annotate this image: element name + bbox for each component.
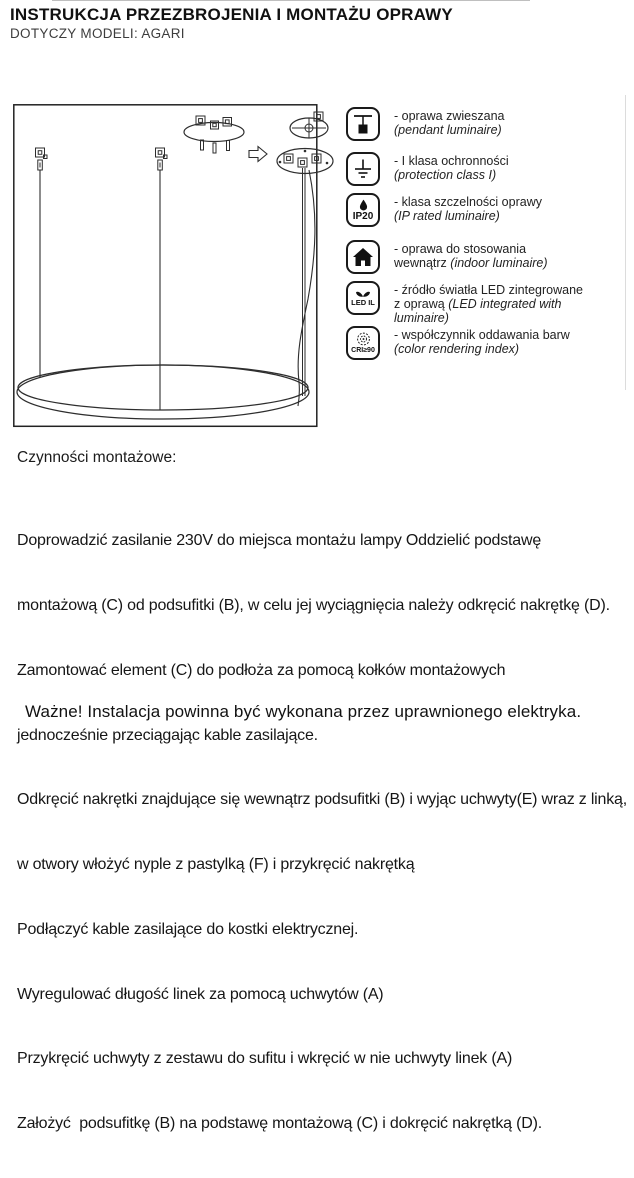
legend-label-pl: - klasa szczelności oprawy [394,195,542,209]
page-subtitle: DOTYCZY MODELI: AGARI [10,26,185,41]
led-integrated-icon [346,281,380,315]
legend-label-pl: - źródło światła LED zintegrowane [394,283,583,297]
instructions-paragraph [17,487,627,1178]
indoor-luminaire-icon [346,240,380,274]
pendant-luminaire-icon [346,107,380,141]
legend-label-pl: - współczynnik oddawania barw [394,328,570,342]
legend-item-pendant [346,107,626,141]
mounting-base-plate [290,112,328,138]
power-cord [298,170,315,406]
legend-item-ip-rating [346,193,626,227]
ring-luminaire [17,365,309,419]
legend-label-en: (color rendering index) [394,342,520,356]
instruction-line: w otwory włożyć nyple z pastylką (F) i przykręcić nakrętką [17,856,415,874]
led-badge: LED IL [351,298,375,308]
suspension-hanger-middle [156,148,168,170]
instruction-line: jednocześnie przeciągając kable zasilające. [17,726,318,744]
arrow-right [249,147,267,162]
legend-item-indoor [346,240,626,274]
legend-label-en: (pendant luminaire) [394,123,502,137]
cri-icon [346,326,380,360]
cri-badge: CRI≥90 [351,347,375,354]
instruction-line: Podłączyć kable zasilające do kostki elektrycznej. [17,920,359,938]
legend-label-pl: - oprawa zwieszana [394,109,505,123]
legend-label-mixed: z oprawą (LED integrated with [394,297,562,311]
instruction-line: Zamontować element (C) do podłoża za pomocą kołków montażowych [17,661,506,679]
instruction-line: Przykręcić uchwyty z zestawu do sufitu i wkręcić w nie uchwyty linek (A) [17,1050,513,1068]
legend-item-protection-class [346,152,626,186]
legend-item-cri [346,326,626,360]
legend-item-led [346,281,626,325]
suspension-hanger-left [36,148,48,170]
instruction-line: Doprowadzić zasilanie 230V do miejsca montażu lampy Oddzielić podstawę [17,532,542,550]
legend-label-pl: - oprawa do stosowania [394,242,527,256]
instruction-line: Wyregulować długość linek za pomocą uchwytów (A) [17,985,384,1003]
instruction-line: Odkręcić nakrętki znajdujące się wewnątrz podsufitki (B) i wyjąc uchwyty(E) wraz z linką, [17,791,627,809]
suspension-cable-right [303,168,306,396]
ip-rating-badge: IP20 [352,210,374,222]
diagram-frame [14,105,317,427]
legend-label-mixed: wewnątrz (indoor luminaire) [394,256,548,270]
legend-label-en: (protection class I) [394,168,497,182]
page-title: INSTRUKCJA PRZEZBROJENIA I MONTAŻU OPRAWY [10,5,453,24]
scan-artifact-top [52,0,530,1]
ceiling-cup-detached [184,116,244,153]
section-title: Czynności montażowe: [17,449,177,466]
legend-label-en: (IP rated luminaire) [394,209,500,223]
protection-class-1-icon [346,152,380,186]
ip-rating-icon [346,193,380,227]
instruction-line: Założyć podsufitkę (B) na podstawę montażową (C) i dokręcić nakrętką (D). [17,1115,542,1133]
instruction-line: montażową (C) od podsufitki (B), w celu jej wyciągnięcia należy odkręcić nakrętkę (D). [17,596,610,614]
assembly-diagram [13,104,343,427]
legend-label-pl: - I klasa ochronności [394,154,509,168]
warning-note: Ważne! Instalacja powinna być wykonana przez uprawnionego elektryka. [25,702,582,721]
legend-label-en2: luminaire) [394,311,449,325]
